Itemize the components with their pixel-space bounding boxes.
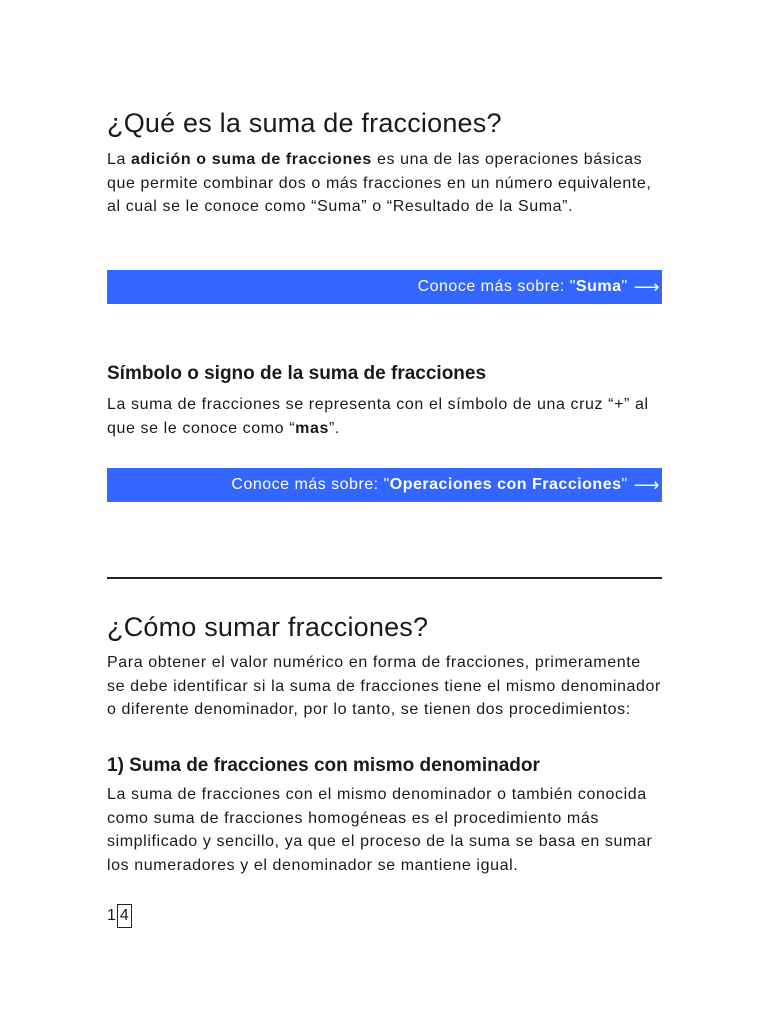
learn-more-operaciones-link[interactable] xyxy=(107,468,662,502)
link-suma-prefix: Conoce más sobre: " xyxy=(417,278,576,295)
section-title-what-is: ¿Qué es la suma de fracciones? xyxy=(107,108,502,138)
same-denominator-paragraph: La suma de fracciones con el mismo denominador o también conocida como suma de fracciones homogéneas es el procedimiento más simplificado y sencillo, ya que el proceso de la suma se basa en sumar los numeradores y el denominador se mantiene igual. xyxy=(107,786,653,874)
section-title-how-to: ¿Cómo sumar fracciones? xyxy=(107,612,429,642)
definition-suffix: es una de las operaciones básicas que permite combinar dos o más fracciones en un número equivalente, al cual se le conoce como “Suma” o “Resultado de la Suma”. xyxy=(107,151,652,215)
symbol-suffix: ”. xyxy=(328,419,340,437)
link-suma-suffix: " xyxy=(621,278,628,295)
link-operaciones-prefix: Conoce más sobre: " xyxy=(231,476,390,493)
link-operaciones-suffix: " xyxy=(621,476,628,493)
symbol-bold-term: mas xyxy=(295,419,329,437)
fraction-numerator: 1 xyxy=(107,907,116,924)
link-suma-bold: Suma xyxy=(575,278,622,295)
fraction-example xyxy=(107,904,132,928)
link-operaciones-bold: Operaciones con Fracciones xyxy=(389,476,622,493)
arrow-right-icon: ⟶ xyxy=(633,474,660,495)
subsection-title-same-denominator: 1) Suma de fracciones con mismo denominador xyxy=(107,755,540,776)
arrow-right-icon: ⟶ xyxy=(633,276,660,297)
section-divider xyxy=(107,577,662,579)
symbol-prefix: La suma de fracciones se representa con el símbolo de una cruz “+” al que se le conoce como “ xyxy=(107,396,649,437)
definition-prefix: La xyxy=(107,151,132,168)
fraction-denominator: 4 xyxy=(117,904,132,928)
symbol-paragraph xyxy=(107,393,662,440)
how-to-paragraph: Para obtener el valor numérico en forma de fracciones, primeramente se debe identificar si la suma de fracciones tiene el mismo denominador o diferente denominador, por lo tanto, se tienen dos procedimientos: xyxy=(107,654,661,718)
definition-bold-term: adición o suma de fracciones xyxy=(131,151,372,168)
definition-paragraph xyxy=(107,148,662,219)
learn-more-suma-link[interactable] xyxy=(107,270,662,304)
subsection-title-symbol: Símbolo o signo de la suma de fracciones xyxy=(107,363,487,384)
